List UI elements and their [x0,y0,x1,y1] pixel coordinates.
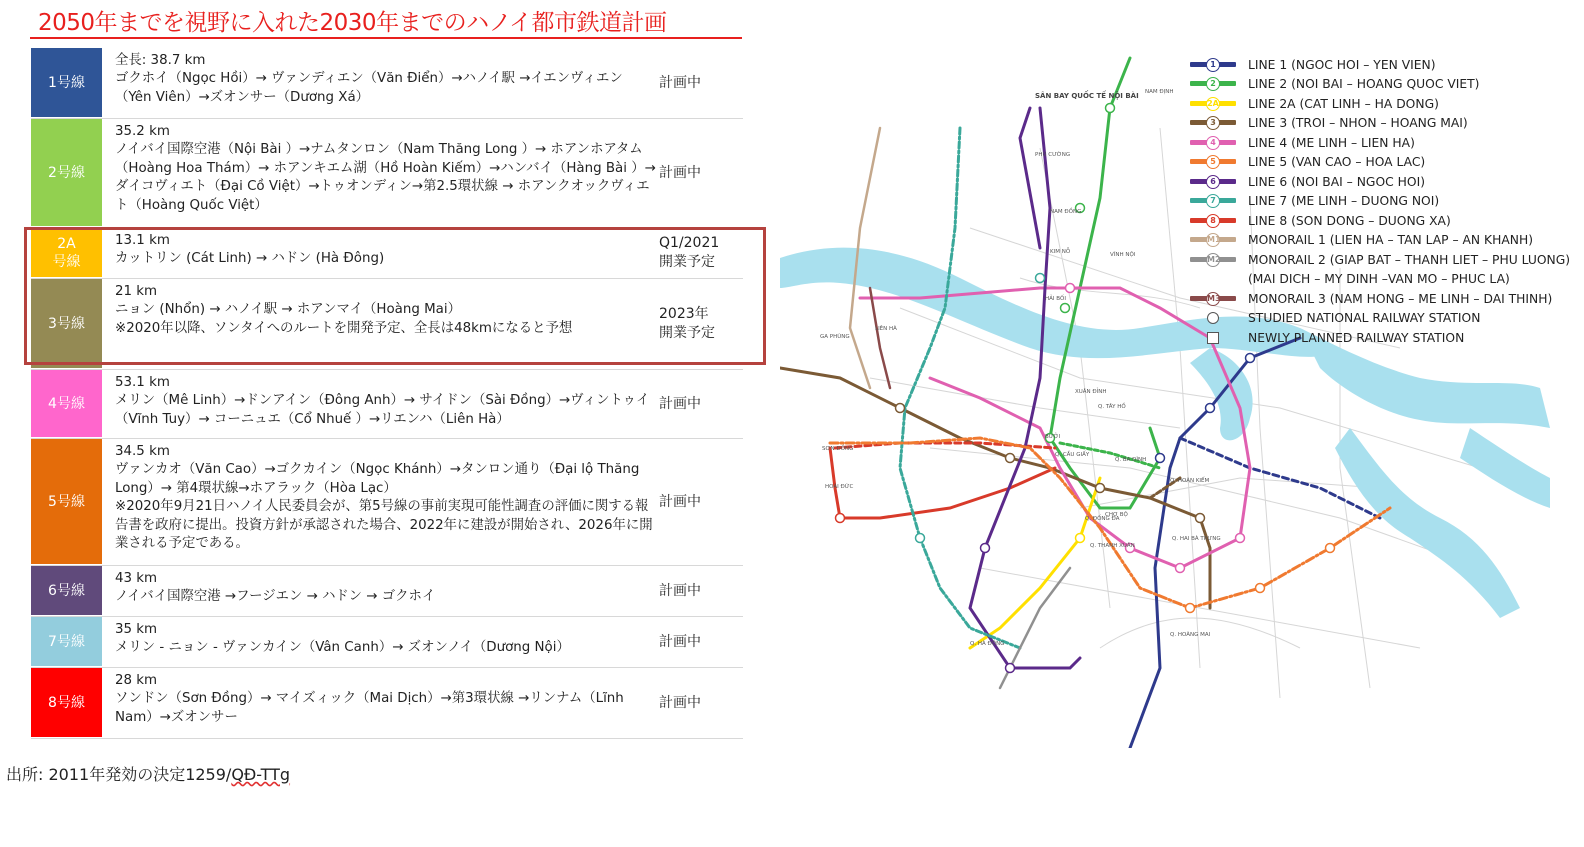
line-status: 計画中 [659,633,701,650]
line-badge: 2号線 [31,119,102,227]
line-badge: 2A 号線 [31,228,102,278]
legend-item [1190,289,1553,309]
line-number-icon: 8 [1206,214,1220,228]
line-badge: 7号線 [31,617,102,667]
map-place-label: KIM NỖ [1050,249,1071,255]
map-place-label: Q. THANH XUÂN [1090,543,1135,549]
line-number-icon: M2 [1206,253,1220,267]
line-status: 計画中 [659,582,701,599]
map-place-label: XUÂN ĐỈNH [1075,389,1107,395]
map-place-label: GA PHÙNG [820,334,850,340]
map-place-label: HẢI BỐI [1045,296,1066,302]
line-number-icon: 4 [1206,136,1220,150]
map-place-label: Q. ĐỐNG ĐA [1085,516,1120,522]
line-route: ニョン (Nhổn) → ハノイ駅 → ホアンマイ（Hoàng Mai） ※2020年以降、ソンタイへのルートを開発予定、全長は48kmになると予想 [115,302,573,336]
legend-item [1190,231,1534,251]
source-code: QĐ-TTg [231,765,291,784]
station-marker [1061,304,1070,313]
legend-item [1190,211,1530,231]
legend-label: MONORAIL 3 (NAM HONG – ME LINH – DAI THINH) [1248,291,1553,306]
station-marker [896,404,905,413]
line-badge: 8号線 [31,668,102,738]
legend-item [1190,153,1530,173]
line-length: 28 km [115,673,158,688]
line-row [31,566,743,617]
line-route: ゴクホイ（Ngọc Hồi）→ ヴァンディエン（Văn Điển）→ハノイ駅 →イエンヴィエン（Yên Viên）→ズオンサー（Dương Xá） [115,71,623,105]
legend-label: LINE 6 (NOI BAI – NGOC HOI) [1248,174,1425,189]
legend-item [1190,328,1530,348]
legend-item [1190,133,1530,153]
metro-route-path [1130,338,1300,748]
monorail-route-path [870,288,890,388]
map-place-label: Q. HOÀN KIẾM [1170,478,1210,484]
line-number-icon: 2A [1206,97,1220,111]
line-route: ノイバイ国際空港（Nội Bài ）→ナムタンロン（Nam Thăng Long ）→ ホアンホアタム（Hoàng Hoa Thám）→ ホアンキエム湖（Hồ Hoàn Kiếm）→ハンバイ（Hàng Bài ）→ダイコヴィエト（Đại Cồ Việt）→トゥオンディン→第2.5環状線 → ホアンクオックヴィエト（Hoàng Quốc Việt） [115,142,656,213]
station-square-icon [1207,332,1219,344]
map-place-label: NAM ĐỒNG [1050,209,1082,215]
line-row [31,119,743,228]
map-place-label: Q. HAI BÀ TRƯNG [1172,536,1221,542]
legend-label: LINE 2A (CAT LINH – HA DONG) [1248,96,1439,111]
map-place-label: VĨNH NỘI [1110,252,1136,258]
line-swatch-icon [1190,155,1236,169]
line-route: ノイバイ国際空港 →フージエン → ハドン → ゴクホイ [115,589,436,605]
station-marker [836,514,845,523]
line-length: 35 km [115,622,158,637]
map-place-label: NAM ĐỊNH [1145,89,1174,95]
legend-label: LINE 4 (ME LINH – LIEN HA) [1248,135,1415,150]
line-description [102,119,657,227]
station-marker [1156,454,1165,463]
line-number-icon: 3 [1206,116,1220,130]
station-marker [1096,484,1105,493]
line-length: 53.1 km [115,375,170,390]
line-badge: 1号線 [31,48,102,118]
map-place-label: Q. BA ĐÌNH [1115,457,1147,463]
line-length: 35.2 km [115,124,170,139]
line-length: 34.5 km [115,444,170,459]
line-swatch-icon [1190,253,1236,267]
legend-item [1190,250,1571,270]
metro-route-path [970,108,1080,668]
map-place-label: Q. HOÀNG MAI [1170,632,1211,638]
line-status: 2023年 開業予定 [659,306,715,341]
line-number-icon: M3 [1206,292,1220,306]
station-marker [1076,534,1085,543]
legend-label: LINE 2 (NOI BAI – HOANG QUOC VIET) [1248,77,1480,92]
map-place-label: Q. HÀ ĐÔNG [970,641,1005,647]
map-place-label: Q. CẦU GIẤY [1055,452,1090,458]
line-route: メリン - ニョン - ヴァンカイン（Vân Canh）→ ズオンノイ（Dương Nội） [115,640,570,656]
legend-label: LINE 7 (ME LINH – DUONG NOI) [1248,194,1440,209]
line-swatch-icon [1190,136,1236,150]
line-badge: 6号線 [31,566,102,616]
legend-label: MONORAIL 1 (LIEN HA – TAN LAP – AN KHANH) [1248,233,1534,248]
line-number-icon: 5 [1206,155,1220,169]
line-number-icon: M1 [1206,233,1220,247]
legend-label: LINE 3 (TROI – NHON – HOANG MAI) [1248,116,1468,131]
line-number-icon: 1 [1206,58,1220,72]
line-description [102,48,657,118]
line-length: 13.1 km [115,233,170,248]
line-row [31,439,743,566]
map-place-label: LIÊN HÀ [875,326,897,332]
station-circle-icon [1207,312,1219,324]
legend-label: LINE 8 (SON DONG – DUONG XA) [1248,213,1451,228]
title-underline [30,37,742,39]
line-badge: 3号線 [31,279,102,369]
line-swatch-icon [1190,116,1236,130]
legend-spacer [1190,272,1236,286]
line-swatch-icon [1190,292,1236,306]
line-status: Q1/2021 開業予定 [659,235,720,270]
legend-label: LINE 1 (NGOC HOI – YEN VIEN) [1248,57,1436,72]
line-description [102,668,657,738]
line-number-icon: 7 [1206,194,1220,208]
map-place-label: Q. TÂY HỒ [1098,404,1126,410]
legend-item [1190,55,1530,75]
map-place-label: PHÙ CƯỜNG [1035,152,1071,158]
line-length: 全長: 38.7 km [115,53,206,68]
line-route: ヴァンカオ（Văn Cao）→ゴクカイン（Ngọc Khánh）→タンロン通り（Đại lộ Thăng Long）→ 第4環状線→ホアラック（Hòa Lạc） ※2020年9月21日ハノイ人民委員会が、第5号線の事前実現可能性調査の評価に関する報告書を政府に提出。投資方針が承認された場合、2022年に建設が開始され、2026年に開業される予定である。 [115,462,653,552]
line-number-icon: 6 [1206,175,1220,189]
line-badge: 5号線 [31,439,102,565]
line-length: 43 km [115,571,158,586]
line-row [31,617,743,668]
legend-item [1190,270,1530,290]
station-square-icon [1190,331,1236,345]
legend-label: NEWLY PLANNED RAILWAY STATION [1248,330,1465,345]
highlight-frame [24,227,766,365]
line-swatch-icon [1190,194,1236,208]
station-marker [1066,284,1075,293]
line-row [31,370,743,439]
line-status: 計画中 [659,694,701,711]
line-swatch-icon [1190,97,1236,111]
page-title: 2050年までを視野に入れた2030年までのハノイ都市鉄道計画 [38,10,667,36]
map-place-label: CHỢ BỘ [1105,512,1128,518]
line-swatch-icon [1190,214,1236,228]
line-length: 21 km [115,284,158,299]
line-route: ソンドン（Sơn Đồng）→ マイズィック（Mai Dịch）→第3環状線 →リンナム（Lĩnh Nam）→ズオンサー [115,691,624,725]
legend-label: LINE 5 (VAN CAO – HOA LAC) [1248,155,1426,170]
line-swatch-icon [1190,77,1236,91]
line-row [31,668,743,739]
legend-label: STUDIED NATIONAL RAILWAY STATION [1248,311,1481,326]
station-marker [1006,664,1015,673]
lines-table [31,48,743,739]
map-legend [1190,55,1571,348]
line-swatch-icon [1190,175,1236,189]
station-marker [1326,544,1335,553]
line-description [102,566,657,616]
legend-item [1190,94,1530,114]
metro-route-path [830,438,1390,608]
station-circle-icon [1190,311,1236,325]
metro-route-path [900,128,1020,648]
line-badge: 4号線 [31,370,102,438]
map-place-label: BƯỞI [1045,434,1061,440]
station-marker [1176,564,1185,573]
line-status: 計画中 [659,164,701,181]
line-description [102,370,657,438]
map-place-label: SÂN BAY QUỐC TẾ NỘI BÀI [1035,92,1139,100]
station-marker [1236,534,1245,543]
map-place-label: SƠN ĐỒNG [822,446,854,452]
legend-label: MONORAIL 2 (GIAP BAT – THANH LIET – PHU LUONG) [1248,252,1571,267]
station-marker [916,534,925,543]
legend-label: (MAI DICH – MY DINH –VAN MO – PHUC LA) [1248,272,1510,287]
map-place-label: HOÀI ĐỨC [825,484,854,490]
station-marker [1006,454,1015,463]
source-prefix: 出所: 2011年発効の決定1259/ [6,765,232,784]
station-marker [1106,104,1115,113]
line-description [102,439,657,565]
line-swatch-icon [1190,233,1236,247]
legend-item [1190,75,1530,95]
legend-item [1190,309,1530,329]
station-marker [1036,274,1045,283]
legend-item [1190,192,1530,212]
station-marker [1186,604,1195,613]
legend-item [1190,172,1530,192]
station-marker [981,544,990,553]
line-status: 計画中 [659,74,701,91]
legend-item [1190,114,1530,134]
line-description [102,617,657,667]
line-swatch-icon [1190,58,1236,72]
station-marker [1206,404,1215,413]
station-marker [1256,584,1265,593]
station-marker [1196,514,1205,523]
station-marker [1246,354,1255,363]
metro-route-path [1020,108,1040,248]
line-status: 計画中 [659,395,701,412]
line-row [31,48,743,119]
source-note [6,762,290,785]
line-route: カットリン (Cát Linh) → ハドン (Hà Đông) [115,251,385,267]
line-route: メリン（Mê Linh）→ドンアイン（Đông Anh）→ サイドン（Sài Đồng）→ヴィントゥイ（Vĩnh Tuy）→ コーニュエ（Cổ Nhuế ）→リエンハ（Liên Hà） [115,393,650,427]
line-status: 計画中 [659,493,701,510]
line-number-icon: 2 [1206,77,1220,91]
